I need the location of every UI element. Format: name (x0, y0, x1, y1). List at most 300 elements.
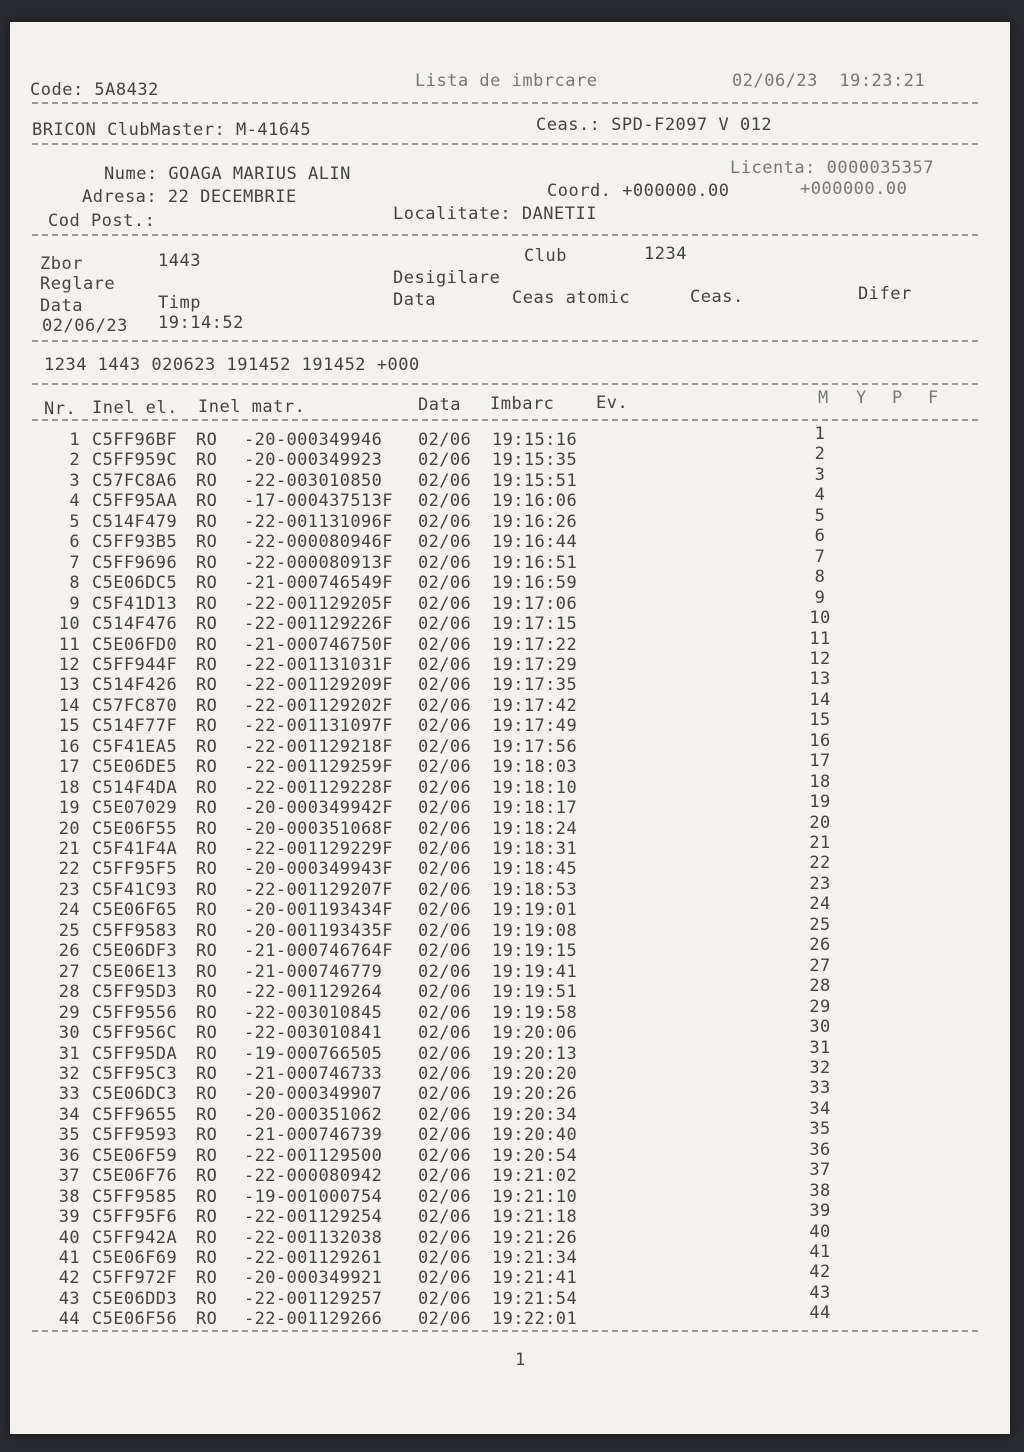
table-row (10, 628, 1010, 655)
basketing-time: 19:20:54 (492, 1145, 578, 1166)
col-inel-el: Inel el. (92, 398, 178, 418)
electronic-ring: C5F41C93 (92, 879, 178, 900)
row-number: 23 (58, 879, 80, 900)
m-count: 28 (809, 976, 831, 997)
row-number: 35 (58, 1125, 80, 1146)
basketing-date: 02/06 (418, 716, 472, 737)
basketing-time: 19:17:42 (492, 695, 578, 716)
country-code: RO (196, 491, 218, 512)
row-number: 17 (58, 757, 80, 778)
m-count: 11 (809, 628, 831, 649)
ring-number: -22-001129228F (244, 777, 393, 798)
table-row (10, 935, 1010, 962)
country-code: RO (196, 675, 218, 696)
m-count: 17 (809, 751, 831, 772)
basketing-time: 19:15:51 (492, 470, 578, 491)
m-count: 13 (809, 669, 831, 690)
country-code: RO (196, 1207, 218, 1228)
ring-number: -22-001129209F (244, 675, 393, 696)
row-number: 7 (69, 552, 80, 573)
ring-number: -22-001129226F (244, 614, 393, 635)
basketing-date: 02/06 (418, 614, 472, 635)
table-row (10, 1098, 1010, 1125)
m-count: 39 (809, 1201, 831, 1222)
ring-number: -22-001131096F (244, 511, 393, 532)
table-row (10, 1057, 1010, 1084)
basketing-time: 19:18:53 (492, 879, 578, 900)
basketing-time: 19:21:34 (492, 1248, 578, 1268)
row-number: 44 (58, 1309, 80, 1330)
country-code: RO (196, 573, 218, 594)
basketing-time: 19:20:40 (492, 1125, 578, 1146)
m-count: 10 (809, 608, 831, 629)
m-count: 7 (814, 546, 826, 567)
table-row (10, 505, 1010, 532)
electronic-ring: C514F4DA (92, 777, 178, 798)
country-code: RO (196, 920, 218, 941)
row-number: 18 (58, 777, 80, 798)
electronic-ring: C5E06DC3 (92, 1084, 178, 1105)
ring-number: -22-001129264 (244, 982, 383, 1003)
basketing-date: 02/06 (418, 736, 472, 757)
divider (32, 102, 978, 104)
row-number: 10 (58, 614, 80, 635)
table-row (10, 1262, 1010, 1289)
table-row (10, 1180, 1010, 1207)
ring-number: -22-001129500 (244, 1145, 383, 1166)
clock-id: Ceas.: SPD-F2097 V 012 (536, 115, 773, 135)
table-row (10, 1282, 1010, 1309)
row-number: 25 (58, 920, 80, 941)
country-code: RO (196, 1104, 218, 1125)
electronic-ring: C5FF95AA (92, 491, 178, 512)
country-code: RO (196, 982, 218, 1003)
setting-label: Reglare (40, 274, 116, 294)
electronic-ring: C5FF9583 (92, 920, 178, 941)
electronic-ring: C5F41F4A (92, 839, 178, 859)
m-count: 24 (809, 894, 831, 915)
m-count: 20 (809, 812, 831, 833)
country-code: RO (196, 1309, 218, 1330)
electronic-ring: C5E06F69 (92, 1248, 178, 1268)
country-code: RO (196, 798, 218, 819)
m-count: 9 (814, 587, 826, 608)
basketing-date: 02/06 (418, 798, 472, 819)
basketing-date: 02/06 (418, 757, 472, 778)
row-number: 11 (58, 634, 80, 655)
m-count: 18 (809, 771, 831, 792)
electronic-ring: C5FF959C (92, 450, 178, 471)
basketing-time: 19:18:24 (492, 818, 578, 839)
ring-number: -22-001129202F (244, 695, 393, 716)
electronic-ring: C5E06DF3 (92, 941, 178, 962)
owner-name: Nume: GOAGA MARIUS ALIN (104, 164, 351, 184)
electronic-ring: C5FF972F (92, 1268, 178, 1289)
basketing-time: 19:16:06 (492, 491, 578, 512)
clock-label: Ceas. (690, 287, 744, 307)
ring-number: -21-000746549F (244, 573, 393, 594)
basketing-time: 19:19:08 (492, 920, 578, 941)
country-code: RO (196, 430, 218, 450)
basketing-time: 19:18:31 (492, 839, 578, 859)
divider (32, 143, 978, 145)
row-number: 8 (69, 573, 80, 594)
basketing-date: 02/06 (418, 430, 472, 450)
basketing-date: 02/06 (418, 1084, 472, 1105)
ring-number: -19-001000754 (244, 1186, 383, 1207)
basketing-time: 19:16:59 (492, 573, 578, 594)
table-row (10, 710, 1010, 737)
country-code: RO (196, 961, 218, 982)
ring-number: -22-001132038 (244, 1227, 383, 1248)
difference-label: Difer (858, 284, 912, 304)
table-row (10, 546, 1010, 573)
ring-number: -22-001131097F (244, 716, 393, 737)
flight-label: Zbor (40, 254, 83, 274)
coordinates-second: +000000.00 (800, 179, 908, 199)
m-count: 19 (809, 792, 831, 813)
code-label: Code: 5A8432 (30, 80, 159, 100)
m-count: 26 (809, 935, 831, 956)
ring-number: -22-001131031F (244, 654, 393, 675)
col-y: Y (856, 388, 867, 408)
m-count: 15 (809, 710, 831, 731)
electronic-ring: C5E06F55 (92, 818, 178, 839)
table-row (10, 464, 1010, 491)
table-row (10, 689, 1010, 716)
m-count: 27 (809, 955, 831, 976)
m-count: 12 (809, 648, 831, 669)
table-row (10, 1037, 1010, 1064)
row-number: 12 (58, 654, 80, 675)
row-number: 43 (58, 1288, 80, 1309)
row-number: 26 (58, 941, 80, 962)
flight-summary: 1234 1443 020623 191452 191452 +000 (44, 355, 420, 375)
license-number: Licenta: 0000035357 (730, 158, 934, 178)
electronic-ring: C5FF96BF (92, 430, 178, 450)
m-count: 16 (809, 730, 831, 751)
divider (32, 1330, 978, 1332)
country-code: RO (196, 818, 218, 839)
electronic-ring: C5F41EA5 (92, 736, 178, 757)
basketing-date: 02/06 (418, 1268, 472, 1289)
electronic-ring: C5E06DE5 (92, 757, 178, 778)
electronic-ring: C5E06FD0 (92, 634, 178, 655)
basketing-time: 19:20:13 (492, 1043, 578, 1064)
country-code: RO (196, 1043, 218, 1064)
table-row (10, 1221, 1010, 1248)
basketing-date: 02/06 (418, 982, 472, 1003)
ring-number: -20-000349907 (244, 1084, 383, 1105)
unsealing-label: Desigilare (393, 268, 501, 288)
document-title: Lista de imbrcare (415, 71, 598, 91)
basketing-date: 02/06 (418, 450, 472, 471)
row-number: 34 (58, 1104, 80, 1125)
country-code: RO (196, 1084, 218, 1105)
country-code: RO (196, 1023, 218, 1044)
country-code: RO (196, 634, 218, 655)
ring-number: -21-000746733 (244, 1063, 383, 1084)
ring-number: -20-000349946 (244, 430, 383, 450)
row-number: 33 (58, 1084, 80, 1105)
m-count: 8 (814, 567, 826, 588)
basketing-date: 02/06 (418, 900, 472, 921)
basketing-date: 02/06 (418, 859, 472, 880)
row-number: 30 (58, 1023, 80, 1044)
col-p: P (892, 388, 903, 408)
basketing-date: 02/06 (418, 695, 472, 716)
table-row (10, 526, 1010, 553)
basketing-date: 02/06 (418, 654, 472, 675)
row-number: 39 (58, 1207, 80, 1228)
col-inel-matr: Inel matr. (198, 397, 306, 417)
basketing-time: 19:17:35 (492, 675, 578, 696)
m-count: 40 (809, 1221, 831, 1242)
m-count: 38 (809, 1180, 831, 1201)
country-code: RO (196, 716, 218, 737)
electronic-ring: C5FF944F (92, 654, 178, 675)
electronic-ring: C5FF956C (92, 1023, 178, 1044)
row-number: 37 (58, 1166, 80, 1187)
ring-number: -22-001129229F (244, 839, 393, 859)
row-number: 38 (58, 1186, 80, 1207)
table-row (10, 853, 1010, 880)
country-code: RO (196, 736, 218, 757)
basketing-time: 19:18:10 (492, 777, 578, 798)
ring-number: -19-000766505 (244, 1043, 383, 1064)
ring-number: -22-001129261 (244, 1248, 383, 1268)
row-number: 1 (69, 430, 80, 450)
ring-number: -22-001129205F (244, 593, 393, 614)
m-count: 14 (809, 689, 831, 710)
basketing-date: 02/06 (418, 1002, 472, 1023)
ring-number: -22-001129257 (244, 1288, 383, 1309)
table-row (10, 1303, 1010, 1330)
m-count: 1 (814, 424, 826, 444)
basketing-time: 19:17:15 (492, 614, 578, 635)
basketing-date: 02/06 (418, 675, 472, 696)
ring-number: -17-000437513F (244, 491, 393, 512)
row-number: 36 (58, 1145, 80, 1166)
divider (32, 419, 978, 421)
m-count: 43 (809, 1282, 831, 1303)
electronic-ring: C5E06E13 (92, 961, 178, 982)
basketing-time: 19:19:58 (492, 1002, 578, 1023)
col-ev: Ev. (596, 393, 629, 413)
row-number: 15 (58, 716, 80, 737)
table-row (10, 567, 1010, 594)
electronic-ring: C5FF9655 (92, 1104, 178, 1125)
table-row (10, 955, 1010, 982)
basketing-time: 19:21:18 (492, 1207, 578, 1228)
basketing-time: 19:17:06 (492, 593, 578, 614)
country-code: RO (196, 614, 218, 635)
country-code: RO (196, 1186, 218, 1207)
electronic-ring: C5FF9585 (92, 1186, 178, 1207)
country-code: RO (196, 1002, 218, 1023)
row-number: 16 (58, 736, 80, 757)
ring-number: -22-003010850 (244, 470, 383, 491)
electronic-ring: C5FF9593 (92, 1125, 178, 1146)
divider (32, 234, 978, 236)
ring-number: -20-000351062 (244, 1104, 383, 1125)
electronic-ring: C5FF9556 (92, 1002, 178, 1023)
table-row (10, 648, 1010, 675)
m-count: 3 (814, 464, 826, 485)
basketing-time: 19:19:51 (492, 982, 578, 1003)
country-code: RO (196, 1227, 218, 1248)
basketing-date: 02/06 (418, 818, 472, 839)
col-nr: Nr. (44, 399, 77, 419)
basketing-time: 19:21:54 (492, 1288, 578, 1309)
basketing-date: 02/06 (418, 777, 472, 798)
basketing-time: 19:17:29 (492, 654, 578, 675)
country-code: RO (196, 470, 218, 491)
basketing-time: 19:19:41 (492, 961, 578, 982)
table-row (10, 730, 1010, 757)
row-number: 21 (58, 839, 80, 859)
m-count: 34 (809, 1098, 831, 1119)
country-code: RO (196, 1288, 218, 1309)
row-number: 5 (69, 511, 80, 532)
table-row (10, 914, 1010, 941)
country-code: RO (196, 532, 218, 553)
m-count: 36 (809, 1139, 831, 1160)
country-code: RO (196, 1145, 218, 1166)
table-row (10, 1139, 1010, 1166)
coordinates: Coord. +000000.00 (547, 181, 730, 201)
basketing-time: 19:18:45 (492, 859, 578, 880)
m-count: 22 (809, 853, 831, 874)
time-label: Timp (158, 293, 201, 313)
m-count: 2 (814, 444, 826, 465)
basketing-date: 02/06 (418, 1186, 472, 1207)
electronic-ring: C5FF942A (92, 1227, 178, 1248)
basketing-time: 19:21:41 (492, 1268, 578, 1289)
m-count: 5 (814, 505, 826, 526)
row-number: 28 (58, 982, 80, 1003)
basketing-date: 02/06 (418, 1227, 472, 1248)
m-count: 6 (814, 526, 826, 547)
table-row (10, 608, 1010, 635)
table-row (10, 976, 1010, 1003)
row-number: 27 (58, 961, 80, 982)
table-row (10, 587, 1010, 614)
col-m: M (818, 388, 829, 408)
row-number: 9 (69, 593, 80, 614)
country-code: RO (196, 900, 218, 921)
basketing-date: 02/06 (418, 1145, 472, 1166)
basketing-time: 19:19:15 (492, 941, 578, 962)
country-code: RO (196, 511, 218, 532)
table-row (10, 833, 1010, 859)
ring-number: -20-001193434F (244, 900, 393, 921)
electronic-ring: C5E06F65 (92, 900, 178, 921)
atomic-clock-label: Ceas atomic (512, 288, 631, 308)
country-code: RO (196, 593, 218, 614)
ring-number: -20-000349943F (244, 859, 393, 880)
electronic-ring: C57FC870 (92, 695, 178, 716)
row-number: 40 (58, 1227, 80, 1248)
club-number: 1234 (644, 244, 687, 264)
m-count: 29 (809, 996, 831, 1017)
m-count: 4 (814, 485, 826, 506)
table-row (10, 424, 1010, 450)
basketing-date: 02/06 (418, 1043, 472, 1064)
m-count: 21 (809, 833, 831, 853)
country-code: RO (196, 879, 218, 900)
setting-time: 19:14:52 (158, 313, 244, 333)
basketing-date: 02/06 (418, 1023, 472, 1044)
ring-number: -22-003010845 (244, 1002, 383, 1023)
m-count: 30 (809, 1017, 831, 1038)
m-count: 25 (809, 914, 831, 935)
basketing-date: 02/06 (418, 491, 472, 512)
electronic-ring: C5E06DC5 (92, 573, 178, 594)
country-code: RO (196, 1166, 218, 1187)
basketing-time: 19:15:16 (492, 430, 578, 450)
basketing-date: 02/06 (418, 532, 472, 553)
basketing-time: 19:17:56 (492, 736, 578, 757)
row-number: 6 (69, 532, 80, 553)
ring-number: -22-000080942 (244, 1166, 383, 1187)
basketing-time: 19:15:35 (492, 450, 578, 471)
basketing-time: 19:20:26 (492, 1084, 578, 1105)
basketing-date: 02/06 (418, 1288, 472, 1309)
basketing-time: 19:17:49 (492, 716, 578, 737)
basketing-date: 02/06 (418, 941, 472, 962)
basketing-date: 02/06 (418, 1063, 472, 1084)
basketing-time: 19:21:02 (492, 1166, 578, 1187)
row-number: 31 (58, 1043, 80, 1064)
country-code: RO (196, 941, 218, 962)
basketing-date: 02/06 (418, 1166, 472, 1187)
table-row (10, 1119, 1010, 1146)
row-number: 32 (58, 1063, 80, 1084)
country-code: RO (196, 1063, 218, 1084)
basketing-time: 19:22:01 (492, 1309, 578, 1330)
table-row (10, 1017, 1010, 1044)
table-row (10, 1160, 1010, 1187)
ring-number: -22-001129259F (244, 757, 393, 778)
basketing-time: 19:18:03 (492, 757, 578, 778)
m-count: 31 (809, 1037, 831, 1058)
country-code: RO (196, 450, 218, 471)
basketing-date: 02/06 (418, 1248, 472, 1268)
country-code: RO (196, 757, 218, 778)
m-count: 37 (809, 1160, 831, 1181)
basketing-time: 19:20:06 (492, 1023, 578, 1044)
m-count: 44 (809, 1303, 831, 1324)
row-number: 13 (58, 675, 80, 696)
table-row (10, 669, 1010, 696)
row-number: 29 (58, 1002, 80, 1023)
ring-number: -22-001129254 (244, 1207, 383, 1228)
ring-number: -20-000349923 (244, 450, 383, 471)
ring-number: -20-000351068F (244, 818, 393, 839)
postal-code: Cod Post.: (48, 211, 156, 231)
date-label: Data (40, 296, 83, 316)
ring-number: -22-001129207F (244, 879, 393, 900)
table-row (10, 1078, 1010, 1105)
table-row (10, 996, 1010, 1023)
m-count: 35 (809, 1119, 831, 1140)
basketing-time: 19:18:17 (492, 798, 578, 819)
basketing-date: 02/06 (418, 920, 472, 941)
m-count: 33 (809, 1078, 831, 1099)
table-row (10, 444, 1010, 471)
ring-number: -22-000080946F (244, 532, 393, 553)
